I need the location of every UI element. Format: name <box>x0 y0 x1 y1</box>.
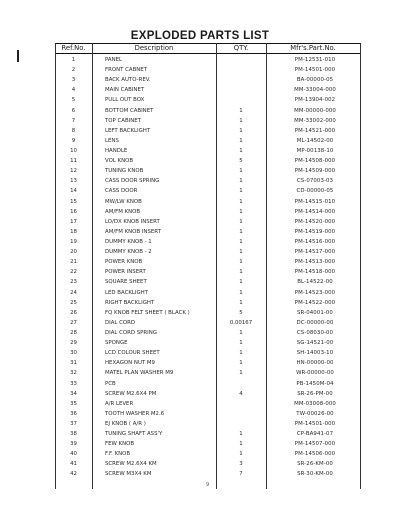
part-mfr-number: CS-08030-00 <box>296 329 334 336</box>
header-ref-no: Ref.No. <box>61 44 86 52</box>
part-description: PULL OUT BOX <box>105 97 145 104</box>
header-bottom-rule <box>55 53 361 54</box>
part-mfr-number: HN-00000-00 <box>296 360 334 367</box>
part-ref-no: 19 <box>70 238 77 245</box>
part-ref-no: 33 <box>70 380 77 387</box>
part-quantity: 1 <box>239 107 243 114</box>
part-description: MAIN CABINET <box>105 87 145 94</box>
part-description: TUNING KNOB <box>105 168 144 175</box>
part-ref-no: 16 <box>70 208 77 215</box>
part-ref-no: 24 <box>70 289 77 296</box>
part-description: AM/FM KNOB INSERT <box>105 228 161 235</box>
part-quantity: 0.00167 <box>229 319 253 326</box>
part-mfr-number: MM-03008-000 <box>294 400 336 407</box>
part-mfr-number: CD-00000-05 <box>296 188 334 195</box>
part-ref-no: 7 <box>71 117 76 124</box>
table-row <box>55 237 361 247</box>
part-description: DUMMY KNOB - 1 <box>105 238 152 245</box>
part-description: DUMMY KNOB - 2 <box>105 249 152 256</box>
table-row <box>55 338 361 348</box>
part-description: F.F. KNOB <box>105 451 131 458</box>
part-description: EJ KNOB ( A/R ) <box>105 420 146 427</box>
part-ref-no: 28 <box>70 329 77 336</box>
part-mfr-number: CP-BA941-07 <box>296 431 334 438</box>
part-mfr-number: PB-1450M-04 <box>296 380 334 387</box>
part-quantity: 1 <box>239 147 243 154</box>
part-ref-no: 11 <box>70 158 77 165</box>
table-row <box>55 459 361 469</box>
part-mfr-number: PM-14501-000 <box>294 420 336 427</box>
table-row <box>55 257 361 267</box>
part-description: SCREW M2.6X4 KM <box>105 461 157 468</box>
table-row <box>55 186 361 196</box>
part-quantity: 1 <box>239 228 243 235</box>
part-mfr-number: DC-00000-00 <box>296 319 334 326</box>
part-description: AM/FM KNOB <box>105 208 141 215</box>
part-ref-no: 39 <box>70 441 77 448</box>
part-ref-no: 25 <box>70 299 77 306</box>
part-description: POWER INSERT <box>105 269 146 276</box>
margin-mark <box>17 50 19 62</box>
part-ref-no: 18 <box>70 228 77 235</box>
part-mfr-number: PM-14509-000 <box>294 168 336 175</box>
part-quantity: 1 <box>239 218 243 225</box>
part-description: POWER KNOB <box>105 259 143 266</box>
part-quantity: 1 <box>239 360 243 367</box>
table-row <box>55 85 361 95</box>
part-quantity: 1 <box>239 259 243 266</box>
table-row <box>55 75 361 85</box>
part-description: MW/LW KNOB <box>105 198 142 205</box>
part-ref-no: 38 <box>70 431 77 438</box>
table-row <box>55 328 361 338</box>
part-ref-no: 4 <box>71 87 76 94</box>
part-description: DIAL CORD SPRING <box>105 329 157 336</box>
part-description: FRONT CABNET <box>105 67 148 74</box>
table-row <box>55 267 361 277</box>
part-mfr-number: PM-14516-000 <box>294 238 336 245</box>
part-quantity: 1 <box>239 127 243 134</box>
part-description: A/R LEVER <box>105 400 134 407</box>
part-mfr-number: PM-12531-010 <box>294 57 336 63</box>
part-description: MATEL PLAN WASHER M9 <box>105 370 174 377</box>
part-mfr-number: SG-14521-00 <box>296 340 334 347</box>
part-mfr-number: PM-14508-000 <box>294 158 336 165</box>
table-row <box>55 95 361 105</box>
part-ref-no: 2 <box>71 67 76 74</box>
table-row <box>55 65 361 75</box>
part-quantity: 1 <box>239 279 243 286</box>
part-quantity: 1 <box>239 350 243 357</box>
part-mfr-number: PM-14501-000 <box>294 67 336 74</box>
part-ref-no: 35 <box>70 400 77 407</box>
part-quantity: 1 <box>239 431 243 438</box>
table-row <box>55 469 361 479</box>
part-quantity: 1 <box>239 249 243 256</box>
part-ref-no: 32 <box>70 370 77 377</box>
part-quantity: 1 <box>239 451 243 458</box>
part-description: BACK AUTO-REV. <box>105 77 151 84</box>
parts-table-body <box>55 55 361 480</box>
header-mfr-part-no: Mfr's.Part.No. <box>290 44 336 52</box>
part-description: LO/DX KNOB INSERT <box>105 218 160 225</box>
table-row <box>55 176 361 186</box>
part-ref-no: 34 <box>70 390 77 397</box>
table-row <box>55 379 361 389</box>
part-description: CASS DOOR <box>105 188 138 195</box>
table-row <box>55 227 361 237</box>
part-ref-no: 12 <box>70 168 77 175</box>
table-row <box>55 126 361 136</box>
part-ref-no: 20 <box>70 249 77 256</box>
part-description: SCREW M3X4 KM <box>105 471 152 478</box>
page-title: EXPLODED PARTS LIST <box>130 30 270 42</box>
table-row <box>55 288 361 298</box>
part-quantity: 1 <box>239 198 243 205</box>
table-row <box>55 449 361 459</box>
part-quantity: 7 <box>239 471 243 478</box>
part-quantity: 1 <box>239 137 243 144</box>
part-description: DIAL CORD <box>105 319 136 326</box>
part-mfr-number: SR-30-KM-00 <box>297 471 333 478</box>
part-quantity: 1 <box>239 289 243 296</box>
part-mfr-number: PM-14522-000 <box>294 299 336 306</box>
table-row <box>55 207 361 217</box>
table-row <box>55 348 361 358</box>
table-row <box>55 136 361 146</box>
part-quantity: 5 <box>239 309 243 316</box>
part-mfr-number: PM-14514-000 <box>294 208 336 215</box>
part-quantity: 1 <box>239 269 243 276</box>
table-row <box>55 146 361 156</box>
header-description: Description <box>134 44 174 52</box>
part-ref-no: 8 <box>71 127 76 134</box>
page-number: 9 <box>206 482 210 488</box>
part-description: HEXAGON NUT M9 <box>105 360 155 367</box>
part-mfr-number: MM-00000-000 <box>294 107 336 114</box>
part-mfr-number: PM-14518-000 <box>294 269 336 276</box>
part-quantity: 1 <box>239 299 243 306</box>
table-row <box>55 166 361 176</box>
part-quantity: 1 <box>239 208 243 215</box>
table-row <box>55 439 361 449</box>
part-mfr-number: PM-13904-002 <box>294 97 336 104</box>
part-mfr-number: ML-14502-00 <box>296 137 334 144</box>
part-ref-no: 26 <box>70 309 77 316</box>
part-quantity: 1 <box>239 117 243 124</box>
table-row <box>55 358 361 368</box>
part-mfr-number: MP-00138-10 <box>296 147 334 154</box>
part-mfr-number: PM-14517-000 <box>294 249 336 256</box>
part-quantity: 1 <box>239 340 243 347</box>
part-description: PCB <box>105 380 116 387</box>
table-row <box>55 409 361 419</box>
part-mfr-number: SR-26-KM-00 <box>297 461 333 468</box>
part-ref-no: 41 <box>70 461 77 468</box>
part-ref-no: 13 <box>70 178 77 185</box>
table-row <box>55 217 361 227</box>
part-mfr-number: SH-14003-10 <box>296 350 334 357</box>
part-mfr-number: PM-14520-000 <box>294 218 336 225</box>
part-ref-no: 42 <box>70 471 77 478</box>
part-quantity: 3 <box>239 461 243 468</box>
table-row <box>55 308 361 318</box>
part-description: LED BACKLIGHT <box>105 289 148 296</box>
part-description: LEFT BACKLIGHT <box>105 127 151 134</box>
part-mfr-number: PM-14513-000 <box>294 259 336 266</box>
part-description: TUNING SHAFT ASS'Y <box>105 431 163 438</box>
part-description: VOL KNOB <box>105 158 134 165</box>
table-row <box>55 318 361 328</box>
part-description: SQUARE SHEET <box>105 279 147 286</box>
part-description: PANEL <box>105 57 123 63</box>
part-quantity: 5 <box>239 158 243 165</box>
part-ref-no: 14 <box>70 188 77 195</box>
part-quantity: 1 <box>239 238 243 245</box>
table-row <box>55 116 361 126</box>
part-mfr-number: BL-14522-00 <box>297 279 333 286</box>
table-row <box>55 389 361 399</box>
part-mfr-number: PM-14521-000 <box>294 127 336 134</box>
table-row <box>55 55 361 65</box>
part-ref-no: 40 <box>70 451 77 458</box>
part-mfr-number: PM-14507-000 <box>294 441 336 448</box>
part-description: FEW KNOB <box>105 441 135 448</box>
part-quantity: 1 <box>239 441 243 448</box>
part-quantity: 1 <box>239 329 243 336</box>
part-ref-no: 22 <box>70 269 77 276</box>
header-quantity: QTY. <box>233 44 249 52</box>
part-ref-no: 37 <box>70 420 77 427</box>
part-description: FQ KNOB FELT SHEET ( BLACK ) <box>105 309 190 316</box>
part-mfr-number: BA-00000-05 <box>296 77 334 84</box>
part-mfr-number: TW-00026-00 <box>296 410 334 417</box>
part-description: SCREW M2.6X4 PM <box>105 390 157 397</box>
part-ref-no: 29 <box>70 340 77 347</box>
part-ref-no: 15 <box>70 198 77 205</box>
part-quantity: 1 <box>239 178 243 185</box>
part-quantity: 1 <box>239 370 243 377</box>
part-ref-no: 36 <box>70 410 77 417</box>
part-quantity: 4 <box>239 390 243 397</box>
part-ref-no: 3 <box>71 77 76 84</box>
part-ref-no: 9 <box>71 137 76 144</box>
part-ref-no: 6 <box>71 107 76 114</box>
part-ref-no: 5 <box>71 97 76 104</box>
table-row <box>55 106 361 116</box>
table-row <box>55 277 361 287</box>
part-ref-no: 23 <box>70 279 77 286</box>
part-ref-no: 10 <box>70 147 77 154</box>
table-row <box>55 197 361 207</box>
part-mfr-number: CS-07003-03 <box>296 178 334 185</box>
table-row <box>55 419 361 429</box>
table-row <box>55 429 361 439</box>
table-row <box>55 156 361 166</box>
part-description: TOOTH WASHER M2.6 <box>105 410 165 417</box>
part-description: LENS <box>105 137 119 144</box>
part-mfr-number: WR-00000-00 <box>296 370 334 377</box>
part-description: BOTTOM CABINET <box>105 107 154 114</box>
part-mfr-number: SR-26-PM-00 <box>297 390 333 397</box>
table-row <box>55 298 361 308</box>
part-description: LCD COLOUR SHEET <box>105 350 160 357</box>
part-ref-no: 17 <box>70 218 77 225</box>
part-ref-no: 21 <box>70 259 77 266</box>
part-description: RIGHT BACKLIGHT <box>105 299 155 306</box>
part-mfr-number: PM-14523-000 <box>294 289 336 296</box>
part-description: HANDLE <box>105 147 128 154</box>
part-description: CASS DOOR SPRING <box>105 178 160 185</box>
part-description: TOP CABINET <box>105 117 141 124</box>
table-row <box>55 247 361 257</box>
part-mfr-number: MM-33002-000 <box>294 117 336 124</box>
part-mfr-number: PM-14519-000 <box>294 228 336 235</box>
part-quantity: 1 <box>239 188 243 195</box>
part-mfr-number: PM-14515-010 <box>294 198 336 205</box>
part-ref-no: 1 <box>71 57 76 63</box>
part-ref-no: 30 <box>70 350 77 357</box>
part-mfr-number: PM-14506-000 <box>294 451 336 458</box>
part-mfr-number: SR-04001-00 <box>297 309 333 316</box>
part-ref-no: 31 <box>70 360 77 367</box>
part-description: SPONGE <box>105 340 128 347</box>
table-row <box>55 399 361 409</box>
part-quantity: 1 <box>239 168 243 175</box>
part-ref-no: 27 <box>70 319 77 326</box>
part-mfr-number: MM-33004-000 <box>294 87 336 94</box>
table-row <box>55 368 361 378</box>
